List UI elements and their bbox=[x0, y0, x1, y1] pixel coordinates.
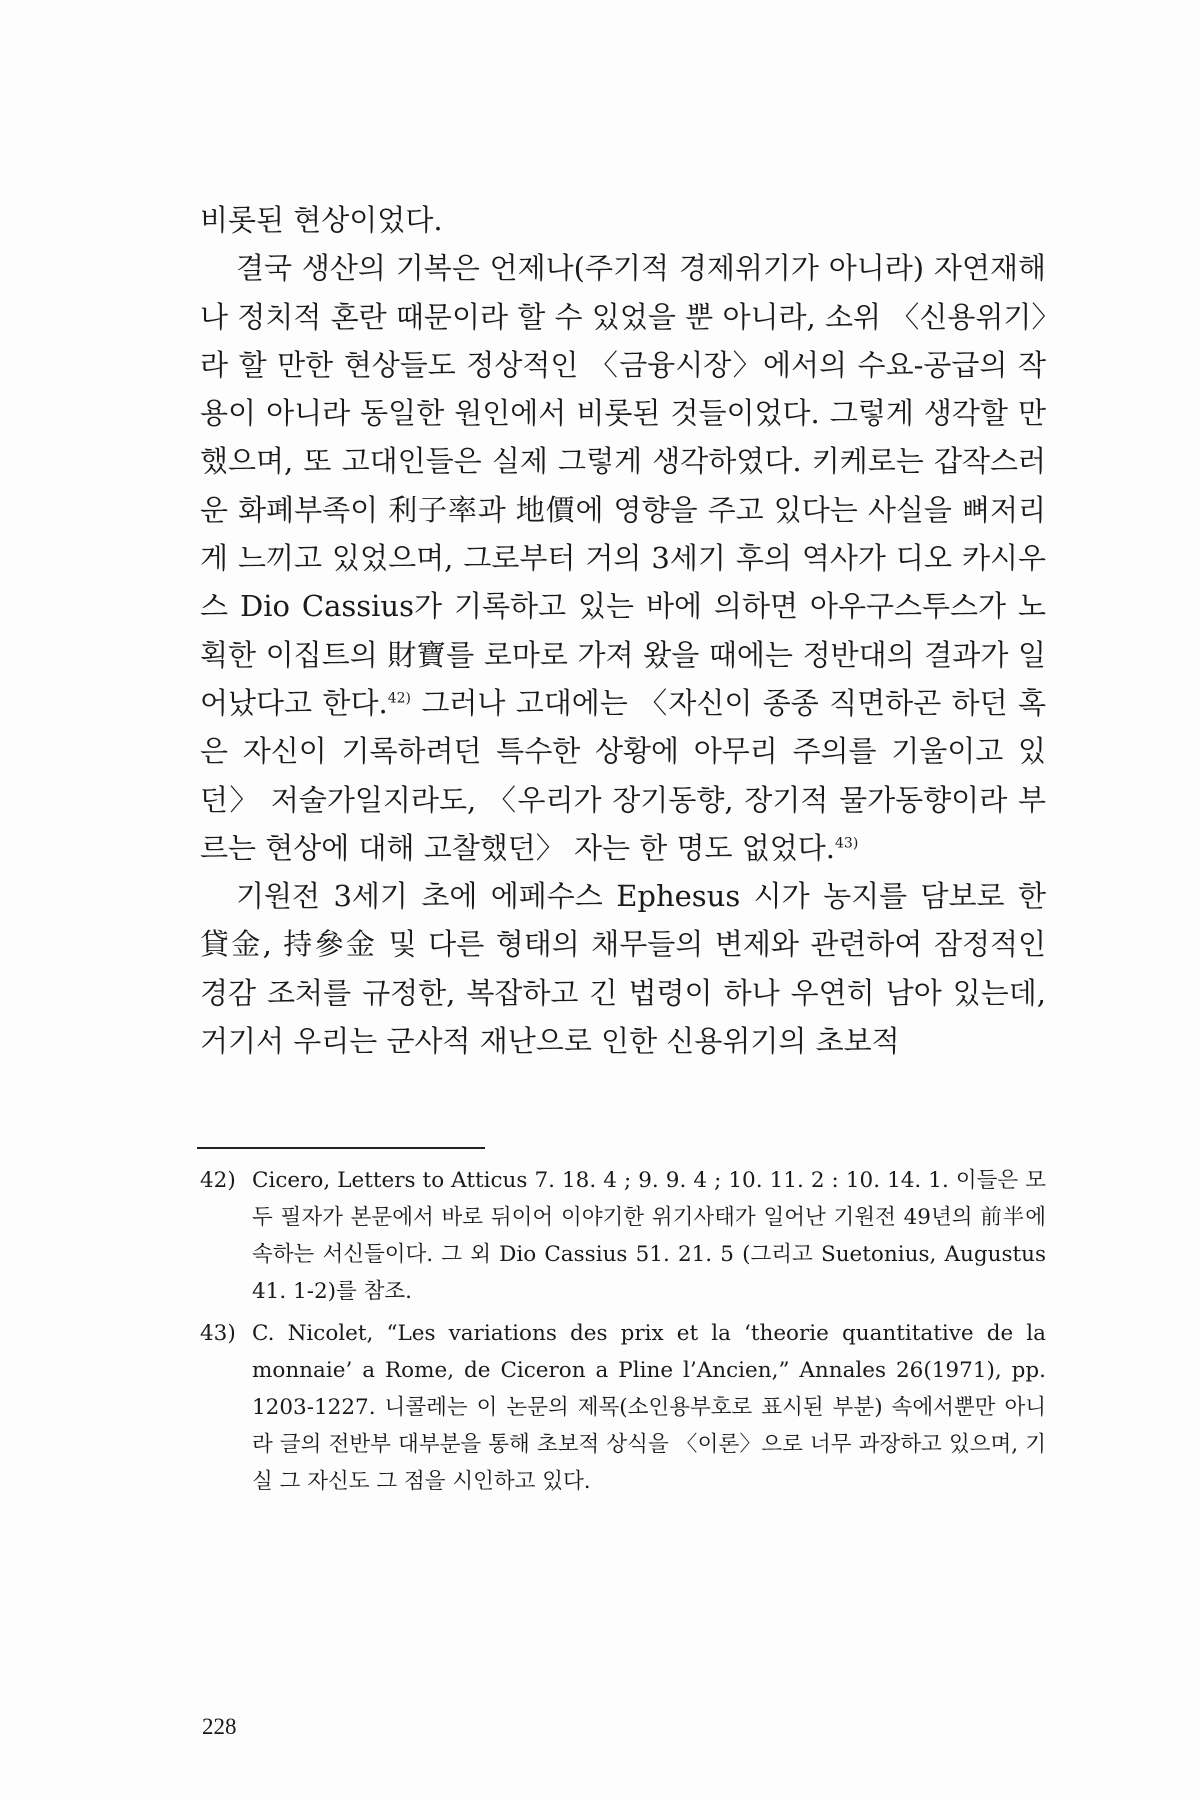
footnotes bbox=[200, 1162, 1046, 1505]
footnote-43 bbox=[200, 1315, 1046, 1500]
paragraph-continuation bbox=[200, 196, 1046, 244]
footnote-number: 43) bbox=[200, 1321, 236, 1346]
body-text bbox=[200, 196, 1046, 1065]
paragraph-text: 기원전 3세기 초에 에페수스 Ephesus 시가 농지를 담보로 한 貸金, 持參金 및 다른 형태의 채무들의 변제와 관련하여 잠정적인 경감 조처를 규정한, 복잡하고 긴 법령이 하나 우연히 남아 있는데, 거기서 우리는 군사적 재난으로 인한 신용위기의 초보적 bbox=[200, 879, 1046, 1059]
footnote-ref-43[interactable]: 43) bbox=[835, 835, 859, 852]
page-number: 228 bbox=[202, 1714, 237, 1739]
footnote-ref-42[interactable]: 42) bbox=[387, 690, 411, 707]
footnote-divider bbox=[197, 1147, 485, 1149]
paragraph-ephesus bbox=[200, 872, 1046, 1065]
paragraph-text: 결국 생산의 기복은 언제나(주기적 경제위기가 아니라) 자연재해나 정치적 혼란 때문이라 할 수 있었을 뿐 아니라, 소위 〈신용위기〉라 할 만한 현상들도 정상적인 〈금융시장〉에서의 수요-공급의 작용이 아니라 동일한 원인에서 비롯된 것들이었다. 그렇게 생각할 만했으며, 또 고대인들은 실제 그렇게 생각하였다. 키케로는 갑작스러운 화폐부족이 利子率과 地價에 영향을 주고 있다는 사실을 뼈저리게 느끼고 있었으며, 그로부터 거의 3세기 후의 역사가 디오 카시우스 Dio Cassius가 기록하고 있는 바에 의하면 아우구스투스가 노획한 이집트의 財寶를 로마로 가져 왔을 때에는 정반대의 결과가 일어났다고 한다. bbox=[200, 251, 1046, 720]
footnote-42 bbox=[200, 1162, 1046, 1310]
paragraph-text-continued: 그러나 고대에는 〈자신이 종종 직면하곤 하던 혹은 자신이 기록하려던 특수한 상황에 아무리 주의를 기울이고 있던〉 저술가일지라도, 〈우리가 장기동향, 장기적 물가동향이라 부르는 현상에 대해 고찰했던〉 자는 한 명도 없었다. bbox=[200, 685, 1046, 865]
paragraph-text: 비롯된 현상이었다. bbox=[200, 203, 443, 237]
footnote-number: 42) bbox=[200, 1168, 236, 1193]
paragraph-credit-crisis bbox=[200, 244, 1046, 872]
footnote-text: C. Nicolet, “Les variations des prix et la ‘theorie quantitative de la monnaie’ a Rome, de Ciceron a Pline l’Ancien,” Annales 26(1971), pp. 1203-1227. 니콜레는 이 논문의 제목(소인용부호로 표시된 부분) 속에서뿐만 아니라 글의 전반부 대부분을 통해 초보적 상식을 〈이론〉으로 너무 과장하고 있으며, 기실 그 자신도 그 점을 시인하고 있다. bbox=[252, 1321, 1046, 1494]
footnote-text: Cicero, Letters to Atticus 7. 18. 4 ; 9. 9. 4 ; 10. 11. 2 : 10. 14. 1. 이들은 모두 필자가 본문에서 바로 뒤이어 이야기한 위기사태가 일어난 기원전 49년의 前半에 속하는 서신들이다. 그 외 Dio Cassius 51. 21. 5 (그리고 Suetonius, Augustus 41. 1-2)를 참조. bbox=[252, 1168, 1046, 1304]
